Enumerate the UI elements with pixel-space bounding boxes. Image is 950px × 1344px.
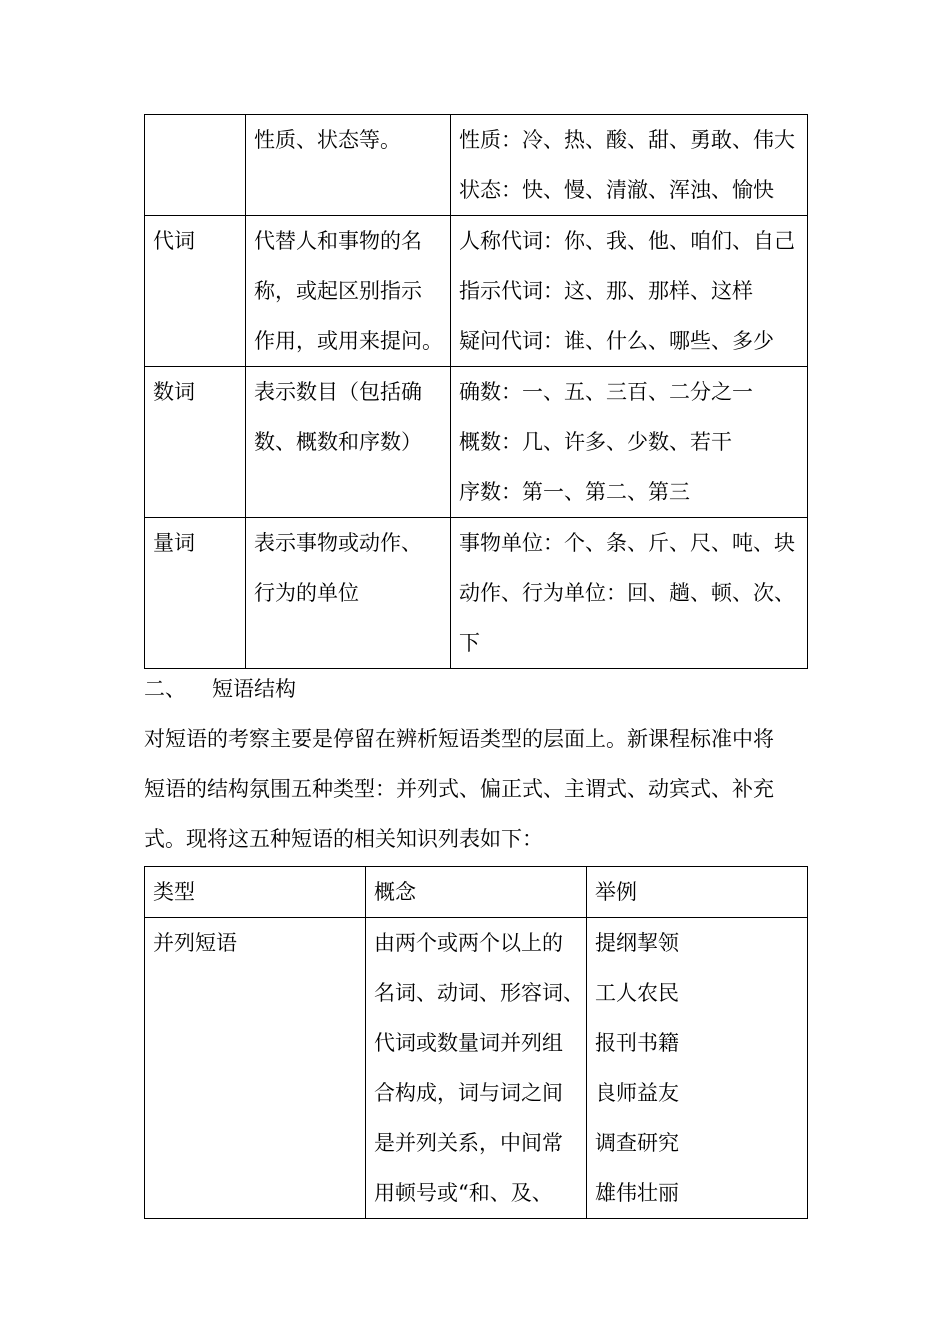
example-line: 状态：快、慢、清澈、浑浊、愉快 <box>459 178 774 202</box>
table-row <box>145 918 808 1219</box>
example-line: 下 <box>459 631 480 655</box>
example-line: 动作、行为单位：回、趟、顿、次、 <box>459 581 795 605</box>
concept-cell <box>366 918 587 1219</box>
paragraph-line: 式。现将这五种短语的相关知识列表如下： <box>144 827 543 851</box>
phrase-type-table <box>144 866 808 1219</box>
definition-cell <box>246 367 451 518</box>
examples-cell <box>451 115 808 216</box>
term-cell <box>145 367 246 518</box>
examples-cell <box>451 518 808 669</box>
definition-cell <box>246 216 451 367</box>
examples-cell <box>451 216 808 367</box>
section-title: 短语结构 <box>212 677 296 701</box>
type-cell <box>145 918 366 1219</box>
header-cell-concept: 概念 <box>366 867 587 918</box>
example-line: 概数：几、许多、少数、若干 <box>459 430 732 454</box>
table-row <box>145 367 808 518</box>
table-row <box>145 518 808 669</box>
word-class-table <box>144 114 808 669</box>
concept-line: 名词、动词、形容词、 <box>374 981 584 1005</box>
example-line: 疑问代词：谁、什么、哪些、多少 <box>459 329 774 353</box>
body-paragraph <box>144 714 814 864</box>
term-cell <box>145 115 246 216</box>
concept-line: 代词或数量词并列组 <box>374 1031 563 1055</box>
table-row <box>145 216 808 367</box>
paragraph-line: 短语的结构氛围五种类型：并列式、偏正式、主谓式、动宾式、补充 <box>144 777 774 801</box>
table-header-row <box>145 867 808 918</box>
definition-line: 数、概数和序数） <box>254 430 422 454</box>
example-line: 调查研究 <box>595 1131 679 1155</box>
example-line: 提纲挈领 <box>595 931 679 955</box>
example-line: 确数：一、五、三百、二分之一 <box>459 380 753 404</box>
example-line: 指示代词：这、那、那样、这样 <box>459 279 753 303</box>
definition-line: 行为的单位 <box>254 581 359 605</box>
examples-cell <box>451 367 808 518</box>
type-text: 并列短语 <box>153 931 237 955</box>
definition-cell <box>246 518 451 669</box>
definition-line: 性质、状态等。 <box>254 128 401 152</box>
term-text: 数词 <box>153 380 195 404</box>
term-cell <box>145 518 246 669</box>
term-cell <box>145 216 246 367</box>
term-text: 代词 <box>153 229 195 253</box>
term-text: 量词 <box>153 531 195 555</box>
example-line: 工人农民 <box>595 981 679 1005</box>
header-cell-type: 类型 <box>145 867 366 918</box>
concept-line: 是并列关系，中间常 <box>374 1131 563 1155</box>
concept-line: 合构成，词与词之间 <box>374 1081 563 1105</box>
header-cell-example: 举例 <box>587 867 808 918</box>
example-line: 事物单位：个、条、斤、尺、吨、块 <box>459 531 795 555</box>
table-row <box>145 115 808 216</box>
example-line: 人称代词：你、我、他、咱们、自己 <box>459 229 795 253</box>
term-text <box>153 115 237 165</box>
definition-line: 称，或起区别指示 <box>254 279 422 303</box>
definition-line: 代替人和事物的名 <box>254 229 422 253</box>
definition-cell <box>246 115 451 216</box>
paragraph-line: 对短语的考察主要是停留在辨析短语类型的层面上。新课程标准中将 <box>144 727 774 751</box>
example-line: 良师益友 <box>595 1081 679 1105</box>
example-line: 报刊书籍 <box>595 1031 679 1055</box>
example-line: 性质：冷、热、酸、甜、勇敢、伟大 <box>459 128 795 152</box>
example-line: 雄伟壮丽 <box>595 1181 679 1205</box>
definition-line: 表示数目（包括确 <box>254 380 422 404</box>
concept-line: 用顿号或“和、及、 <box>374 1181 553 1205</box>
definition-line: 作用，或用来提问。 <box>254 329 443 353</box>
example-line: 序数：第一、第二、第三 <box>459 480 690 504</box>
examples-cell <box>587 918 808 1219</box>
section-heading <box>144 664 296 714</box>
section-number: 二、 <box>144 677 186 701</box>
concept-line: 由两个或两个以上的 <box>374 931 563 955</box>
definition-line: 表示事物或动作、 <box>254 531 422 555</box>
